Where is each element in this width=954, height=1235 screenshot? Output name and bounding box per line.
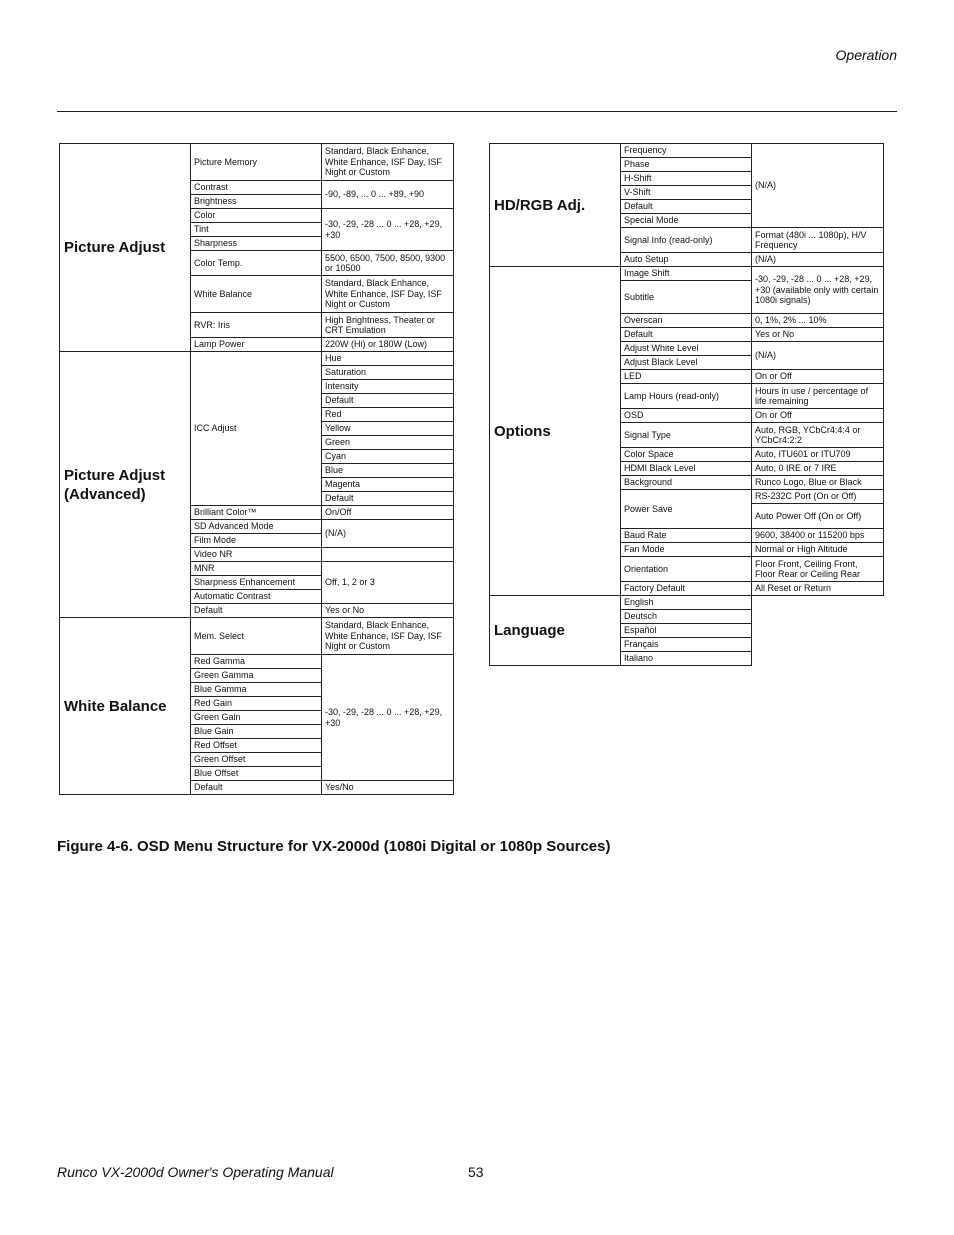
menu-item: Color	[191, 209, 322, 223]
menu-value: Normal or High Altitude	[752, 543, 884, 557]
menu-value: Intensity	[322, 380, 454, 394]
menu-item: English	[621, 596, 752, 610]
menu-item: SD Advanced Mode	[191, 520, 322, 534]
category-picture-adjust-advanced: Picture Adjust (Advanced)	[60, 352, 191, 618]
menu-item: Overscan	[621, 314, 752, 328]
menu-value: 0, 1%, 2% ... 10%	[752, 314, 884, 328]
menu-value: -30, -29, -28 ... 0 ... +28, +29, +30 (available only with certain 1080i signals)	[752, 267, 884, 314]
menu-item: Fan Mode	[621, 543, 752, 557]
osd-menu-table-left	[59, 143, 454, 795]
menu-value: Green	[322, 436, 454, 450]
menu-item: V-Shift	[621, 186, 752, 200]
category-hd-rgb-adj: HD/RGB Adj.	[490, 144, 621, 267]
menu-item: Phase	[621, 158, 752, 172]
menu-value: 220W (Hi) or 180W (Low)	[322, 338, 454, 352]
header-rule	[57, 111, 897, 112]
menu-item: Signal Type	[621, 423, 752, 448]
menu-value	[322, 548, 454, 562]
menu-item: ICC Adjust	[191, 352, 322, 506]
menu-value: Runco Logo, Blue or Black	[752, 476, 884, 490]
menu-item: Subtitle	[621, 281, 752, 314]
menu-item: Default	[621, 328, 752, 342]
menu-item: Italiano	[621, 652, 752, 666]
menu-item: Lamp Power	[191, 338, 322, 352]
menu-value: Default	[322, 394, 454, 408]
menu-value: Standard, Black Enhance, White Enhance, ISF Day, ISF Night or Custom	[322, 618, 454, 655]
menu-item: Blue Gamma	[191, 683, 322, 697]
menu-value: 5500, 6500, 7500, 8500, 9300 or 10500	[322, 251, 454, 276]
menu-item: RVR: Iris	[191, 313, 322, 338]
menu-value: Auto, ITU601 or ITU709	[752, 448, 884, 462]
menu-item: Brilliant Color™	[191, 506, 322, 520]
menu-value: Yes/No	[322, 781, 454, 795]
menu-item: Deutsch	[621, 610, 752, 624]
menu-value: Hours in use / percentage of life remaining	[752, 384, 884, 409]
menu-value: Yes or No	[752, 328, 884, 342]
menu-item: Auto Setup	[621, 253, 752, 267]
menu-item: Red Gain	[191, 697, 322, 711]
empty-cell	[752, 596, 884, 666]
menu-value: Standard, Black Enhance, White Enhance, ISF Day, ISF Night or Custom	[322, 144, 454, 181]
menu-item: MNR	[191, 562, 322, 576]
menu-value: Yes or No	[322, 604, 454, 618]
menu-item: Brightness	[191, 195, 322, 209]
menu-value: Yellow	[322, 422, 454, 436]
menu-value: Hue	[322, 352, 454, 366]
menu-value: -90, -89, ... 0 ... +89, +90	[322, 181, 454, 209]
menu-item: Signal Info (read-only)	[621, 228, 752, 253]
category-options: Options	[490, 267, 621, 596]
menu-value: Blue	[322, 464, 454, 478]
menu-item: Red Offset	[191, 739, 322, 753]
footer-manual-title: Runco VX-2000d Owner's Operating Manual	[57, 1164, 334, 1180]
menu-item: Picture Memory	[191, 144, 322, 181]
menu-item: Sharpness	[191, 237, 322, 251]
osd-menu-table-right	[489, 143, 884, 666]
category-language: Language	[490, 596, 621, 666]
menu-value: (N/A)	[752, 342, 884, 370]
menu-value: All Reset or Return	[752, 582, 884, 596]
menu-value: Auto, RGB, YCbCr4:4:4 or YCbCr4:2:2	[752, 423, 884, 448]
menu-item: Special Mode	[621, 214, 752, 228]
menu-item: Green Offset	[191, 753, 322, 767]
menu-item: Background	[621, 476, 752, 490]
menu-value: Auto, 0 IRE or 7 IRE	[752, 462, 884, 476]
menu-item: Green Gamma	[191, 669, 322, 683]
menu-item: Baud Rate	[621, 529, 752, 543]
menu-item: Blue Gain	[191, 725, 322, 739]
menu-item: Color Temp.	[191, 251, 322, 276]
menu-item: Image Shift	[621, 267, 752, 281]
menu-item: Film Mode	[191, 534, 322, 548]
menu-value: (N/A)	[752, 144, 884, 228]
menu-value: Cyan	[322, 450, 454, 464]
menu-value: On/Off	[322, 506, 454, 520]
menu-item: OSD	[621, 409, 752, 423]
menu-value: 9600, 38400 or 115200 bps	[752, 529, 884, 543]
menu-item: Factory Default	[621, 582, 752, 596]
figure-caption: Figure 4-6. OSD Menu Structure for VX-2000d (1080i Digital or 1080p Sources)	[57, 838, 611, 855]
menu-item: Tint	[191, 223, 322, 237]
menu-value: Saturation	[322, 366, 454, 380]
category-picture-adjust: Picture Adjust	[60, 144, 191, 352]
menu-value: -30, -29, -28 ... 0 ... +28, +29, +30	[322, 655, 454, 781]
menu-item: Default	[621, 200, 752, 214]
menu-item: White Balance	[191, 276, 322, 313]
menu-value: (N/A)	[322, 520, 454, 548]
menu-value: On or Off	[752, 409, 884, 423]
menu-item: Español	[621, 624, 752, 638]
menu-value: Floor Front, Ceiling Front, Floor Rear or Ceiling Rear	[752, 557, 884, 582]
menu-value: Red	[322, 408, 454, 422]
menu-item: Contrast	[191, 181, 322, 195]
menu-item: Video NR	[191, 548, 322, 562]
menu-value: (N/A)	[752, 253, 884, 267]
menu-item: Adjust White Level	[621, 342, 752, 356]
menu-item: Green Gain	[191, 711, 322, 725]
menu-item: Adjust Black Level	[621, 356, 752, 370]
menu-item: Français	[621, 638, 752, 652]
menu-value: Auto Power Off (On or Off)	[752, 504, 884, 529]
menu-item: Red Gamma	[191, 655, 322, 669]
menu-value: Magenta	[322, 478, 454, 492]
menu-value: Off, 1, 2 or 3	[322, 562, 454, 604]
menu-item: HDMI Black Level	[621, 462, 752, 476]
menu-item: Power Save	[621, 490, 752, 529]
menu-item: Default	[191, 781, 322, 795]
menu-item: LED	[621, 370, 752, 384]
menu-value: High Brightness, Theater or CRT Emulation	[322, 313, 454, 338]
menu-item: Default	[191, 604, 322, 618]
menu-value: -30, -29, -28 ... 0 ... +28, +29, +30	[322, 209, 454, 251]
menu-value: Format (480i ... 1080p), H/V Frequency	[752, 228, 884, 253]
menu-item: Mem. Select	[191, 618, 322, 655]
menu-item: Sharpness Enhancement	[191, 576, 322, 590]
menu-item: Orientation	[621, 557, 752, 582]
menu-item: Frequency	[621, 144, 752, 158]
menu-value: Default	[322, 492, 454, 506]
menu-item: Automatic Contrast	[191, 590, 322, 604]
category-white-balance: White Balance	[60, 618, 191, 795]
menu-value: RS-232C Port (On or Off)	[752, 490, 884, 504]
menu-item: Blue Offset	[191, 767, 322, 781]
menu-item: Color Space	[621, 448, 752, 462]
section-header: Operation	[835, 47, 897, 63]
menu-item: H-Shift	[621, 172, 752, 186]
footer-page-number: 53	[468, 1164, 484, 1180]
menu-value: Standard, Black Enhance, White Enhance, ISF Day, ISF Night or Custom	[322, 276, 454, 313]
menu-value: On or Off	[752, 370, 884, 384]
menu-item: Lamp Hours (read-only)	[621, 384, 752, 409]
